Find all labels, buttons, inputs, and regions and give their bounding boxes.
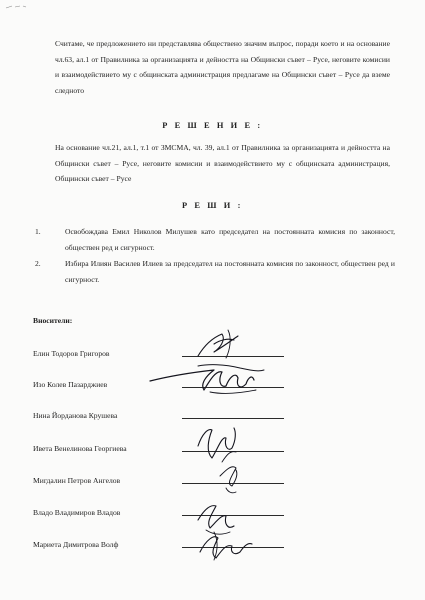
sponsors-label: Вносители:	[33, 316, 73, 325]
sponsor-name-3: Нина Йорданова Крушева	[33, 411, 118, 420]
signature-line	[182, 483, 284, 484]
decision-item-2	[35, 256, 395, 287]
signature-7-icon	[200, 532, 252, 560]
signature-line	[182, 451, 284, 452]
sponsor-name-6: Владо Владимиров Владов	[33, 508, 121, 517]
decision-text: Избира Илиян Василев Илиев за председател на постоянната комисия по законност, обществен ред и сигурност.	[65, 259, 395, 284]
sponsor-name-2: Изо Колев Пазарджиев	[33, 380, 108, 389]
sponsor-name-7: Мариета Димитрова Волф	[33, 540, 119, 549]
signature-line	[182, 356, 284, 357]
scan-mark-icon	[4, 2, 30, 12]
signature-6-icon	[198, 506, 234, 535]
signature-1-icon	[198, 330, 238, 358]
sponsor-name-5: Мигдалин Петров Ангелов	[33, 476, 121, 485]
legal-basis-paragraph: На основание чл.21, ал.1, т.1 от ЗМСМА, чл. 39, ал.1 от Правилника за организацията и дейността на Общински съвет – Русе, неговите комисии и взаимодействието му с общинската администрация, Общински съвет – Русе	[55, 143, 390, 183]
decision-number: 1.	[35, 227, 41, 236]
intro-paragraph: Считаме, че предложението ни представлява обществено значим въпрос, поради което и на основание чл.63, ал.1 от Правилника за организацията и дейността на Общински съвет – Русе, неговите комисии и взаимодействието му с общинската администрация предлагаме на Общински съвет – Русе да вземе следното	[55, 39, 390, 95]
decides-heading: Р Е Ш И :	[182, 201, 243, 210]
signature-4-icon	[198, 428, 236, 462]
signature-5-icon	[220, 467, 237, 493]
resolution-heading: Р Е Ш Е Н И Е :	[162, 121, 263, 130]
sponsor-name-4: Ивета Венелинова Георгиева	[33, 444, 127, 453]
signature-2-icon	[150, 365, 264, 394]
decision-text: Освобождава Емил Николов Милушев като председател на постоянната комисия по законност, обществен ред и сигурност.	[65, 227, 395, 252]
sponsor-name-1: Елин Тодоров Григоров	[33, 349, 110, 358]
signature-line	[182, 547, 284, 548]
signature-line	[182, 515, 284, 516]
signature-line	[182, 387, 284, 388]
signature-line	[182, 418, 284, 419]
decision-item-1	[35, 224, 395, 255]
decision-number: 2.	[35, 259, 41, 268]
